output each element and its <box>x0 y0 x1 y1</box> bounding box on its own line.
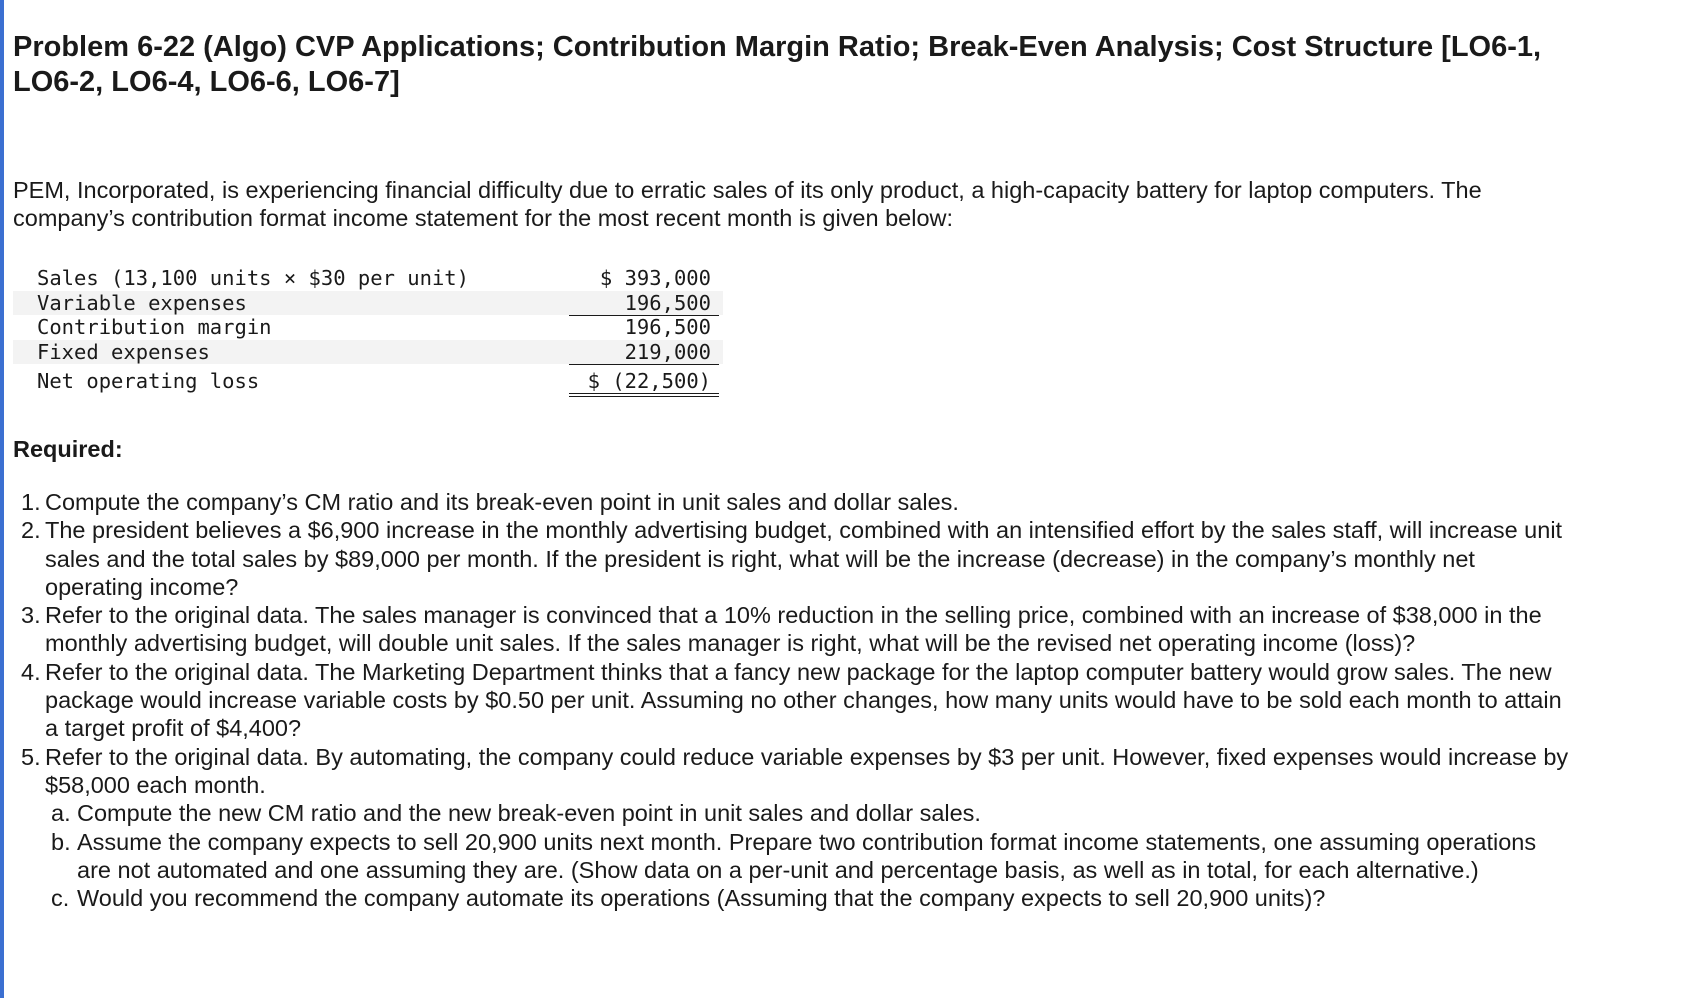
required-item-text: Refer to the original data. The Marketing Department thinks that a fancy new package for the laptop computer battery would grow sales. The new package would increase variable costs by $0.50 per unit. Assuming no other changes, how many units would have to be sold each month to attain a target profit of $4,400? <box>45 658 1562 742</box>
required-subitem-text: Compute the new CM ratio and the new break-even point in unit sales and dollar sales. <box>77 800 981 827</box>
required-item-text: The president believes a $6,900 increase in the monthly advertising budget, combined with an intensified effort by the sales staff, will increase unit sales and the total sales by $89,000 per month. If the president is right, what will be the increase (decrease) in the company’s monthly net operating income? <box>45 517 1563 600</box>
required-subitem <box>13 799 1573 827</box>
statement-label: Net operating loss <box>37 369 260 393</box>
statement-label: Variable expenses <box>37 290 247 315</box>
required-subitem-letter: a. <box>51 800 71 827</box>
income-statement <box>13 266 723 396</box>
statement-label: Fixed expenses <box>37 339 210 364</box>
required-item-number: 2. <box>21 517 41 544</box>
required-subitem <box>13 828 1573 885</box>
problem-intro: PEM, Incorporated, is experiencing financial difficulty due to erratic sales of its only product, a high-capacity battery for laptop computers. The company’s contribution format income statement for the most recent month is given below: <box>13 177 1482 231</box>
required-item-number: 1. <box>21 489 41 515</box>
required-item-number: 3. <box>21 602 41 629</box>
required-subitem <box>13 884 1573 912</box>
statement-value: $ 393,000 <box>599 266 711 290</box>
required-item <box>13 601 1573 658</box>
required-item-number: 5. <box>21 743 41 770</box>
statement-row-variable-expenses <box>13 291 723 316</box>
left-accent-rule <box>0 0 4 998</box>
statement-value: 196,500 <box>624 315 711 339</box>
required-item-number: 4. <box>21 658 41 685</box>
required-subitem-letter: c. <box>51 885 70 912</box>
required-heading: Required: <box>13 436 123 462</box>
required-item <box>13 743 1573 800</box>
statement-value: $ (22,500) <box>569 369 719 397</box>
statement-row-sales <box>13 266 723 291</box>
statement-label: Sales (13,100 units × $30 per unit) <box>37 266 469 290</box>
statement-value: 219,000 <box>569 340 719 365</box>
statement-row-contribution-margin <box>13 315 723 340</box>
required-item-text: Compute the company’s CM ratio and its break-even point in unit sales and dollar sales. <box>45 489 959 515</box>
required-subitem-text: Would you recommend the company automate its operations (Assuming that the company expects to sell 20,900 units)? <box>77 885 1326 912</box>
required-item <box>13 658 1573 743</box>
required-item <box>13 516 1573 601</box>
statement-value: 196,500 <box>569 291 719 316</box>
required-subitem-text: Assume the company expects to sell 20,900 units next month. Prepare two contribution format income statements, one assuming operations are not automated and one assuming they are. (Show data on a per-unit and percentage basis, as well as in total, for each alternative.) <box>77 828 1537 883</box>
problem-title: Problem 6-22 (Algo) CVP Applications; Contribution Margin Ratio; Break-Even Analysis; Cost Structure [LO6-1, LO6-2, LO6-4, LO6-6, LO6-7] <box>13 31 1542 98</box>
required-item <box>13 488 1573 516</box>
statement-row-net-operating-loss <box>13 364 723 396</box>
statement-row-fixed-expenses <box>13 340 723 365</box>
required-item-text: Refer to the original data. The sales manager is convinced that a 10% reduction in the selling price, combined with an increase of $38,000 in the monthly advertising budget, will double unit sales. If the sales manager is right, what will be the revised net operating income (loss)? <box>45 602 1542 657</box>
required-subitem-letter: b. <box>51 828 71 855</box>
required-list <box>13 488 1573 912</box>
statement-label: Contribution margin <box>37 315 272 339</box>
required-item-text: Refer to the original data. By automating, the company could reduce variable expenses by $3 per unit. However, fixed expenses would increase by $58,000 each month. <box>45 743 1569 798</box>
